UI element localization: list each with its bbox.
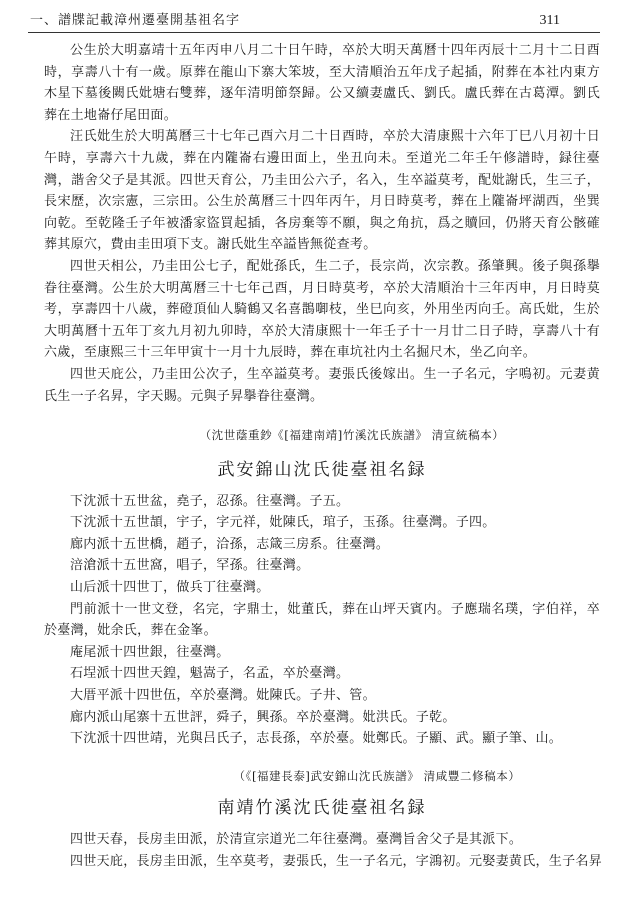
- list-item: 廊内派十五世橋，趙子，洽孫，志箴三房系。往臺灣。: [70, 536, 390, 552]
- list-item: 四世天庇，長房圭田派，生卒莫考，妻張氏，生一子名元，字鴻初。元娶妻黄氏，生子名昇: [70, 854, 603, 869]
- paragraph: 四世天相公，乃圭田公七子，配妣孫氏，生二子，長宗尚，次宗教。孫肇興。後子與孫擧眷往臺灣。公生於大明萬曆三十七年己酉，月日時莫考，卒於大清順治十三年丙申，月日時莫考，享壽四十八歲，葬磴頂仙人騎鶴又名喜鵲啣枝，坐巳向亥，外用坐丙向壬。高氏妣，生於大明萬曆十五年丁亥九月初九卯時，卒於大清康熙十一年壬子十一月廿二日子時，享壽八十有六歲，至康熙三十三年甲寅十一月十九辰時，葬在車坑社内土名掘尺木，坐乙向辛。: [44, 258, 600, 361]
- section-heading: 南靖竹溪沈氏徙臺祖名録: [217, 798, 427, 819]
- source-citation: （沈世蔭重鈔《[福建南靖]竹溪沈氏族譜》 清宣統稿本）: [199, 428, 505, 443]
- list-item: 門前派十一世文登，名完，字鼎士，妣董氏，葬在山坪天賓内。子應瑞名璞，字伯祥，卒於臺灣，妣余氏，葬在金峯。: [44, 601, 600, 639]
- section-heading: 武安錦山沈氏徙臺祖名録: [217, 459, 427, 480]
- source-citation: （《[福建長泰]武安錦山沈氏族譜》 清咸豐二修稿本）: [233, 768, 521, 783]
- list-item: 下沈派十五世頡，宇子，字元祥，妣陳氏，琯子，玉孫。往臺灣。子四。: [70, 515, 496, 531]
- paragraph: 汪氏妣生於大明萬曆三十七年己酉六月二十日酉時，卒於大清康熙十六年丁巳八月初十日午時，享壽六十九歲，葬在内隴崙右邊田面上，坐丑向未。至道光二年壬午修譜時，録往臺灣，諧舍父子是其派。四世天育公，乃圭田公六子，名入，生卒謚莫考，配妣謝氏，生三子，長宋歷，次宗憲，三宗田。公生於萬曆三十四年丙午，月日時莫考，葬在上隴崙坪湖西，坐巽向乾。至乾隆壬子年被潘家盜買起插，各房棄等不願，與之角抗，爲之贖回，仍將天育公骸確葬其原穴，費由圭田項下支。謝氏妣生卒謚皆無從查考。: [44, 129, 600, 253]
- paragraph: 公生於大明嘉靖十五年丙申八月二十日午時，卒於大明天萬曆十四年丙辰十二月十二日酉時，享壽八十有一歲。原葬在龍山下寨大笨坡，至大清順治五年戊子起插，附葬在本社内東方木星下墓後闕氏妣塘右雙葬，逐年清明節祭歸。公又續妻盧氏、劉氏。盧氏葬在古葛潭。劉氏葬在土地崙仔尾田面。: [44, 43, 600, 123]
- list-item: 廊内派山尾寨十五世評，舜子，興孫。卒於臺灣。妣洪氏。子乾。: [70, 709, 456, 725]
- list-item: 涪滄派十五世窩，唱子，罕孫。往臺灣。: [70, 558, 310, 574]
- list-item: 庵尾派十四世銀，往臺灣。: [70, 644, 230, 660]
- list-item: 大厝平派十四世伍，卒於臺灣。妣陳氏。子井、管。: [70, 688, 376, 704]
- list-item: 下沈派十五世盆，堯子，忍孫。往臺灣。子五。: [70, 493, 350, 509]
- paragraph: 四世天庇公，乃圭田公次子，生卒謚莫考。妻張氏後嫁出。生一子名元，字鳴初。元妻黄氏生一子名昇，字天賜。元與子昇擧眷往臺灣。: [44, 366, 600, 404]
- list-item: 山后派十四世丁，做兵丁往臺灣。: [70, 580, 270, 596]
- list-item: 石埕派十四世天鍠，魁嵩子，名孟，卒於臺灣。: [70, 666, 350, 682]
- list-item: 下沈派十四世靖，光與吕氏子，志長孫，卒於臺。妣鄭氏。子顯、武。顯子筆、山。: [70, 731, 563, 747]
- chapter-title: 一、譜牒記載漳州遷臺開基祖名字: [30, 13, 241, 28]
- running-header: [28, 10, 600, 33]
- page-body: [44, 40, 603, 873]
- page-number: 311: [539, 13, 560, 28]
- list-item: 四世天春，長房圭田派，於清宣宗道光二年往臺灣。臺灣旨舍父子是其派下。: [70, 832, 523, 848]
